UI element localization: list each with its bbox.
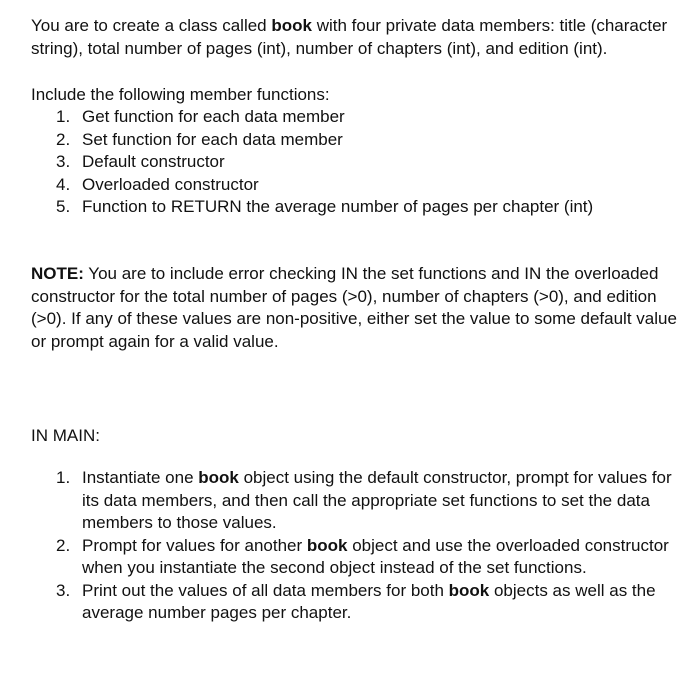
list-item: 1. Get function for each data member <box>56 107 345 126</box>
member-functions-heading: Include the following member functions: <box>31 85 330 104</box>
main-steps-list <box>31 467 681 625</box>
member-functions-list <box>31 106 681 219</box>
list-item: 4. Overloaded constructor <box>56 174 259 194</box>
list-item: 3. Default constructor <box>56 152 225 171</box>
list-item: 2. Set function for each data member <box>56 129 343 149</box>
list-item: 5. Function to RETURN the average number of pages per chapter (int) <box>56 197 594 216</box>
list-item: 2. Prompt for values for another book object and use the overloaded constructor when you instantiate the second object instead of the set functions. <box>56 535 669 577</box>
main-heading: IN MAIN: <box>31 426 100 445</box>
list-item: 3. Print out the values of all data members for both book objects as well as the average number pages per chapter. <box>56 580 656 622</box>
class-name-bold: book <box>271 16 312 35</box>
list-item: 1. Instantiate one book object using the default constructor, prompt for values for its data members, and then call the appropriate set functions to set the data members to those values. <box>56 468 672 532</box>
note-label: NOTE: <box>31 264 84 283</box>
note-paragraph: NOTE: You are to include error checking IN the set functions and IN the overloaded constructor for the total number of pages (>0), number of chapters (>0), and edition (>0). If any of these values are non-positive, either set the value to some default value or prompt again for a valid value. <box>31 264 677 351</box>
intro-paragraph: You are to create a class called book with four private data members: title (character string), total number of pages (int), number of chapters (int), and edition (int). <box>31 16 668 58</box>
